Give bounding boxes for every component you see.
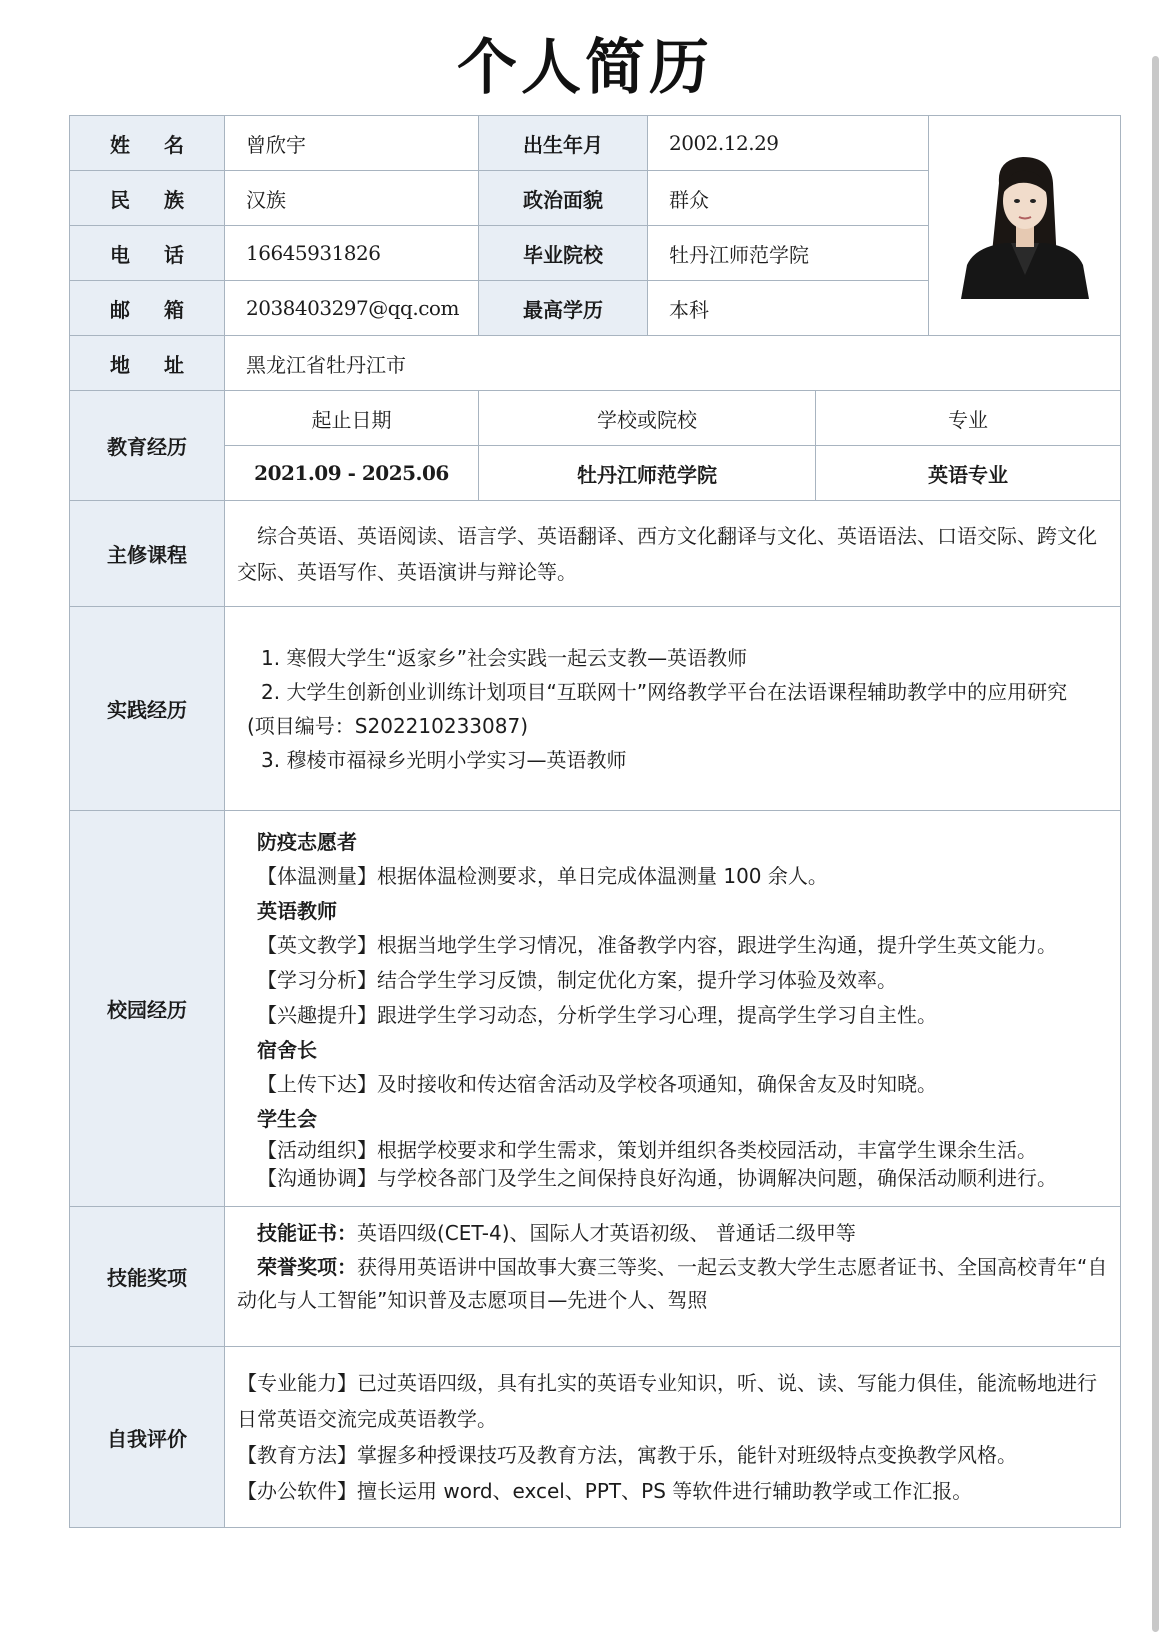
degree-label: 最高学历 [479,281,648,336]
skills-content [225,1207,1121,1347]
campus-item: 【体温测量】根据体温检测要求，单日完成体温测量 100 余人。 [257,864,828,888]
education-major: 英语专业 [816,446,1121,501]
practice-label: 实践经历 [70,607,225,811]
politics-label: 政治面貌 [479,171,648,226]
self-item: 【办公软件】擅长运用 word、excel、PPT、PS 等软件进行辅助教学或工作汇报。 [237,1479,973,1503]
education-header-dates: 起止日期 [225,391,479,446]
scrollbar[interactable] [1152,56,1159,1632]
photo-cell [929,116,1121,336]
school-label: 毕业院校 [479,226,648,281]
campus-item: 【上传下达】及时接收和传达宿舍活动及学校各项通知，确保舍友及时知晓。 [257,1072,937,1096]
practice-list [237,641,1110,777]
practice-item: 1. 寒假大学生“返家乡”社会实践一起云支教—英语教师 [261,645,748,670]
row-address [70,336,1121,391]
degree-value: 本科 [648,281,929,336]
self-item: 【教育方法】掌握多种授课技巧及教育方法，寓教于乐，能针对班级特点变换教学风格。 [237,1443,1017,1467]
practice-item: 3. 穆棱市福禄乡光明小学实习—英语教师 [261,747,627,772]
practice-item: 2. 大学生创新创业训练计划项目“互联网十”网络教学平台在法语课程辅助教学中的应用研究 [261,679,1068,704]
birth-label: 出生年月 [479,116,648,171]
education-header-row [70,391,1121,446]
address-value: 黑龙江省牡丹江市 [225,336,1121,391]
skills-honor-text: 获得用英语讲中国故事大赛三等奖、一起云支教大学生志愿者证书、全国高校青年“自动化与人工智能”知识普及志愿项目—先进个人、驾照 [237,1255,1108,1312]
courses-row [70,501,1121,607]
resume-table [69,115,1121,1528]
practice-item: (项目编号：S202210233087) [247,713,528,738]
education-header-school: 学校或院校 [479,391,816,446]
campus-content [225,811,1121,1207]
row-name [70,116,1121,171]
campus-item: 【英文教学】根据当地学生学习情况，准备教学内容，跟进学生沟通，提升学生英文能力。 [257,933,1057,957]
education-school: 牡丹江师范学院 [479,446,816,501]
phone-label: 电话 [70,226,225,281]
ethnicity-label: 民族 [70,171,225,226]
birth-value: 2002.12.29 [648,116,929,171]
skills-cert [237,1215,1110,1251]
education-dates: 2021.09 - 2025.06 [225,446,479,501]
name-label: 姓名 [70,116,225,171]
self-content [225,1347,1121,1528]
education-label: 教育经历 [70,391,225,501]
education-header-major: 专业 [816,391,1121,446]
phone-value: 16645931826 [225,226,479,281]
school-value: 牡丹江师范学院 [648,226,929,281]
practice-content [225,607,1121,811]
campus-item: 【兴趣提升】跟进学生学习动态，分析学生学习心理，提高学生学习自主性。 [257,1003,937,1027]
campus-row [70,811,1121,1207]
campus-group-title: 英语教师 [257,899,337,923]
page-title: 个人简历 [457,33,713,103]
profile-photo [961,153,1089,299]
self-item: 【专业能力】已过英语四级，具有扎实的英语专业知识，听、说、读、写能力俱佳，能流畅地进行日常英语交流完成英语教学。 [237,1371,1097,1431]
skills-label: 技能奖项 [70,1207,225,1347]
campus-label: 校园经历 [70,811,225,1207]
campus-group-title: 防疫志愿者 [257,830,357,854]
skills-cert-label: 技能证书： [257,1221,357,1245]
self-label: 自我评价 [70,1347,225,1528]
skills-row [70,1207,1121,1347]
ethnicity-value: 汉族 [225,171,479,226]
courses-label: 主修课程 [70,501,225,607]
campus-group-title: 学生会 [257,1107,317,1131]
campus-item: 【活动组织】根据学校要求和学生需求，策划并组织各类校园活动，丰富学生课余生活。 [257,1138,1037,1162]
email-value: 2038403297@qq.com [225,281,479,336]
politics-value: 群众 [648,171,929,226]
campus-group-title: 宿舍长 [257,1038,317,1062]
skills-cert-text: 英语四级(CET-4)、国际人才英语初级、 普通话二级甲等 [357,1221,856,1245]
education-row [70,446,1121,501]
self-row [70,1347,1121,1528]
campus-item: 【沟通协调】与学校各部门及学生之间保持良好沟通，协调解决问题，确保活动顺利进行。 [257,1166,1057,1190]
address-label: 地址 [70,336,225,391]
courses-text: 综合英语、英语阅读、语言学、英语翻译、西方文化翻译与文化、英语语法、口语交际、跨文化交际、英语写作、英语演讲与辩论等。 [237,523,1097,584]
courses-content [225,501,1121,607]
name-value: 曾欣宇 [225,116,479,171]
campus-item: 【学习分析】结合学生学习反馈，制定优化方案，提升学习体验及效率。 [257,968,897,992]
skills-honor [237,1251,1110,1317]
skills-honor-label: 荣誉奖项： [257,1255,357,1279]
email-label: 邮箱 [70,281,225,336]
practice-row [70,607,1121,811]
